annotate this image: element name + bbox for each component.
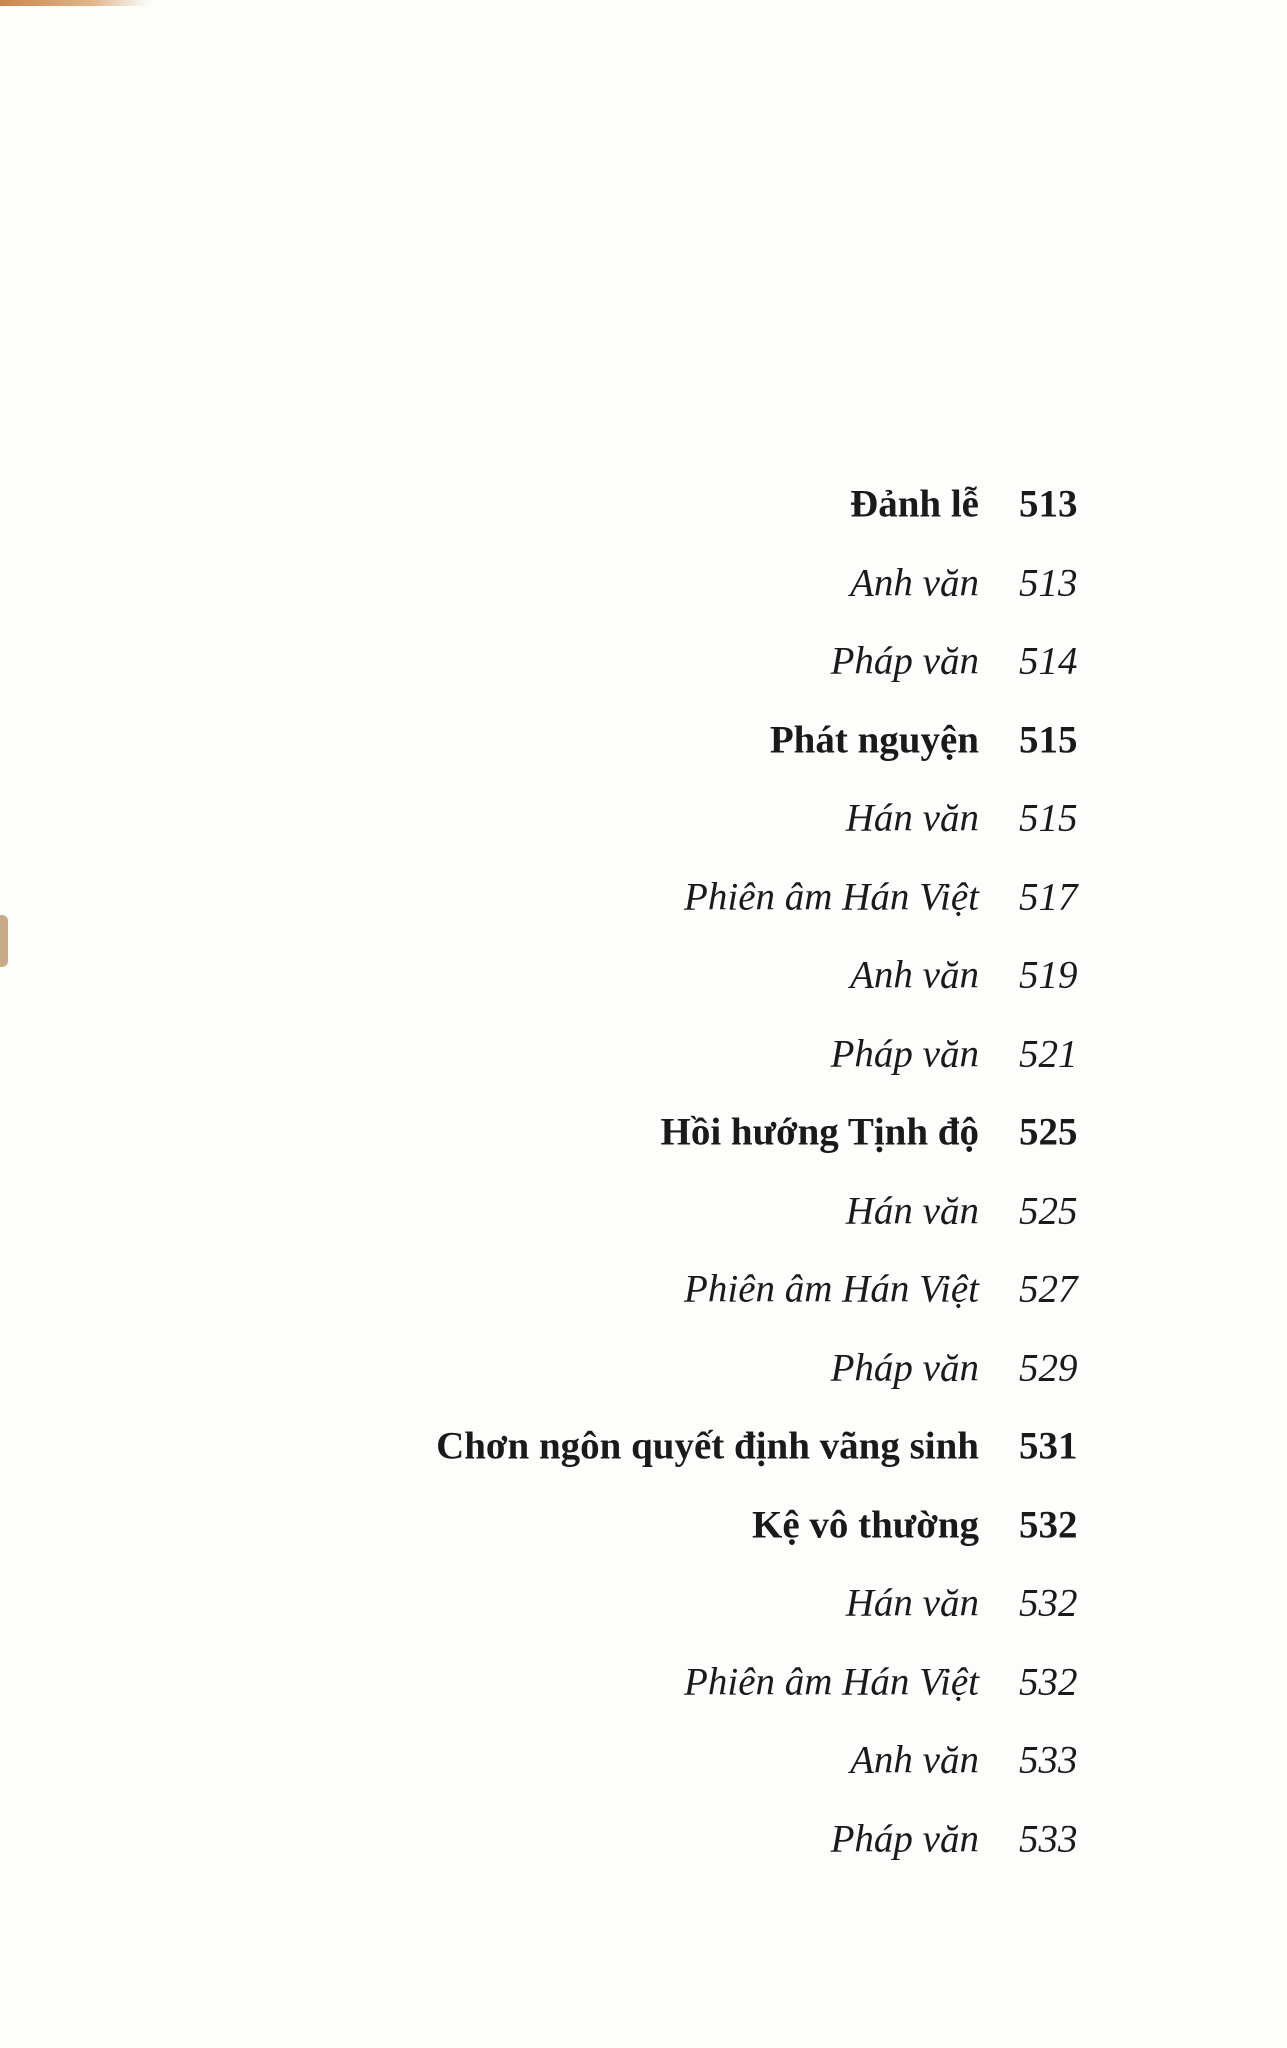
toc-subentry-title: Anh văn	[850, 1738, 979, 1782]
toc-subentry-page: 525	[1019, 1189, 1078, 1233]
toc-subentry	[0, 858, 1287, 937]
toc-entry-title: Chơn ngôn quyết định vãng sinh	[436, 1424, 979, 1468]
toc-subentry-page: 533	[1019, 1738, 1078, 1782]
toc-subentry-page: 532	[1019, 1660, 1078, 1704]
toc-entry	[0, 1407, 1287, 1486]
toc-subentry	[0, 779, 1287, 858]
toc-subentry	[0, 1643, 1287, 1722]
toc-subentry-title: Pháp văn	[830, 1346, 979, 1390]
toc-entry-page: 515	[1019, 718, 1078, 762]
toc-entry-title: Phát nguyện	[769, 718, 979, 762]
toc-subentry	[0, 1721, 1287, 1800]
page-corner-stain	[0, 0, 150, 6]
toc-entry	[0, 1486, 1287, 1565]
toc-entry-page: 513	[1019, 482, 1078, 526]
toc-entry	[0, 1093, 1287, 1172]
toc-subentry-title: Hán văn	[845, 1581, 979, 1625]
toc-entry-page: 531	[1019, 1424, 1078, 1468]
toc-subentry-page: 533	[1019, 1817, 1078, 1861]
toc-entry	[0, 465, 1287, 544]
toc-subentry-title: Hán văn	[845, 1189, 979, 1233]
toc-entry-page: 532	[1019, 1503, 1078, 1547]
toc-subentry	[0, 1800, 1287, 1879]
toc-subentry-title: Phiên âm Hán Việt	[684, 875, 979, 919]
toc-subentry-title: Pháp văn	[830, 1817, 979, 1861]
toc-subentry	[0, 1564, 1287, 1643]
toc-subentry-page: 519	[1019, 953, 1078, 997]
toc-subentry-page: 532	[1019, 1581, 1078, 1625]
toc-subentry-title: Anh văn	[850, 561, 979, 605]
toc-subentry-title: Anh văn	[850, 953, 979, 997]
toc-subentry	[0, 1250, 1287, 1329]
toc-subentry	[0, 622, 1287, 701]
toc-subentry-page: 517	[1019, 875, 1078, 919]
toc-subentry	[0, 1015, 1287, 1094]
toc-subentry-title: Phiên âm Hán Việt	[684, 1660, 979, 1704]
toc-entry-title: Đảnh lễ	[850, 482, 979, 526]
toc-subentry-title: Phiên âm Hán Việt	[684, 1267, 979, 1311]
toc-subentry	[0, 1172, 1287, 1251]
toc-subentry	[0, 936, 1287, 1015]
toc-entry	[0, 701, 1287, 780]
toc-subentry-page: 515	[1019, 796, 1078, 840]
table-of-contents	[0, 465, 1287, 1878]
toc-subentry-page: 513	[1019, 561, 1078, 605]
toc-subentry-page: 514	[1019, 639, 1078, 683]
toc-subentry-page: 529	[1019, 1346, 1078, 1390]
toc-subentry	[0, 544, 1287, 623]
toc-subentry-page: 527	[1019, 1267, 1078, 1311]
toc-subentry-title: Pháp văn	[830, 639, 979, 683]
toc-subentry-title: Pháp văn	[830, 1032, 979, 1076]
toc-subentry-title: Hán văn	[845, 796, 979, 840]
toc-entry-title: Hồi hướng Tịnh độ	[660, 1110, 979, 1154]
toc-entry-title: Kệ vô thường	[751, 1503, 979, 1547]
toc-subentry-page: 521	[1019, 1032, 1078, 1076]
toc-entry-page: 525	[1019, 1110, 1078, 1154]
toc-subentry	[0, 1329, 1287, 1408]
